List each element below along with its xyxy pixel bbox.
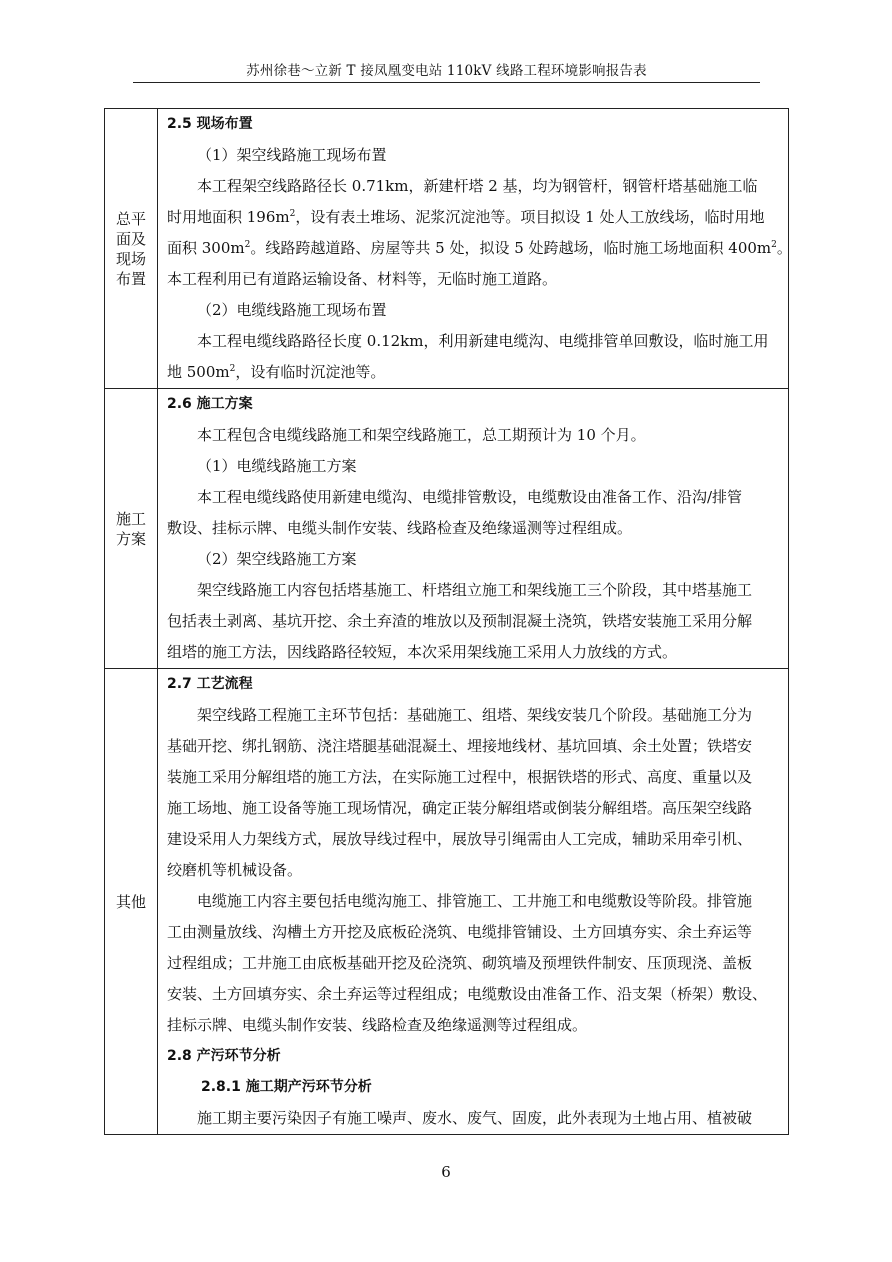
paragraph-line: 本工程电缆线路使用新建电缆沟、电缆排管敷设，电缆敷设由准备工作、沿沟/排管 [197, 488, 743, 506]
text-segment: 时用地面积 196m [167, 208, 290, 226]
section-label [105, 389, 158, 669]
page-number: 6 [441, 1163, 451, 1181]
paragraph-line: 过程组成；工井施工由底板基础开挖及砼浇筑、砌筑墙及预埋铁件制安、压顶现浇、盖板 [167, 954, 753, 972]
section-label-line: 现场 [115, 249, 146, 268]
paragraph-line: 挂标示牌、电缆头制作安装、线路检查及绝缘遥测等过程组成。 [167, 1016, 588, 1034]
paragraph-line: 工由测量放线、沟槽土方开挖及底板砼浇筑、电缆排管铺设、土方回填夯实、余土弃运等 [167, 923, 753, 941]
section-label [105, 109, 158, 389]
section-content [158, 669, 789, 1135]
paragraph-line [167, 202, 782, 233]
paragraph-line: 敷设、挂标示牌、电缆头制作安装、线路检查及绝缘遥测等过程组成。 [167, 519, 633, 537]
subsection-title: （2）电缆线路施工现场布置 [197, 301, 387, 319]
text-segment: ，设有临时沉淀池等。 [235, 363, 386, 381]
superscript: 2 [229, 364, 236, 374]
paragraph-line: 装施工采用分解组塔的施工方法，在实际施工过程中，根据铁塔的形式、高度、重量以及 [167, 768, 753, 786]
report-table [104, 108, 792, 1135]
section-label-line: 方案 [115, 529, 146, 548]
paragraph-line: 本工程包含电缆线路施工和架空线路施工，总工期预计为 10 个月。 [197, 426, 646, 444]
subsection-title: （2）架空线路施工方案 [197, 550, 357, 568]
paragraph-line: 建设采用人力架线方式，展放导线过程中，展放导引绳需由人工完成，辅助采用牵引机、 [167, 830, 753, 848]
section-heading: 2.8 产污环节分析 [167, 1048, 281, 1064]
subsection-title: （1）架空线路施工现场布置 [197, 146, 387, 164]
paragraph-line: 架空线路工程施工主环节包括：基础施工、组塔、架线安装几个阶段。基础施工分为 [197, 706, 753, 724]
text-segment: 面积 300m [167, 239, 245, 257]
section-label-line: 布置 [115, 269, 146, 288]
page-header-title: 苏州徐巷～立新 T 接凤凰变电站 110kV 线路工程环境影响报告表 [246, 63, 647, 79]
section-row [105, 109, 789, 389]
paragraph-line: 施工期主要污染因子有施工噪声、废水、废气、固废，此外表现为土地占用、植被破 [197, 1109, 753, 1127]
section-row [105, 389, 789, 669]
paragraph-line: 组塔的施工方法，因线路路径较短，本次采用架线施工采用人力放线的方式。 [167, 643, 678, 661]
text-segment: 地 500m [167, 363, 230, 381]
paragraph-line: 本工程架空线路路径长 0.71km，新建杆塔 2 基，均为钢管杆，钢管杆塔基础施工临 [197, 177, 758, 195]
section-content [158, 389, 789, 669]
subsection-title: （1）电缆线路施工方案 [197, 457, 357, 475]
section-heading: 2.7 工艺流程 [167, 676, 253, 692]
section-label-line: 施工 [115, 509, 146, 528]
paragraph-line: 本工程电缆线路路径长度 0.12km，利用新建电缆沟、电缆排管单回敷设，临时施工用 [197, 332, 769, 350]
section-label-line: 总平 [115, 209, 146, 228]
paragraph-line: 安装、土方回填夯实、余土弃运等过程组成；电缆敷设由准备工作、沿支架（桥架）敷设、 [167, 985, 768, 1003]
section-label-line: 面及 [115, 229, 146, 248]
section-content [158, 109, 792, 389]
text-segment: 。 [776, 239, 792, 257]
paragraph-line [167, 357, 782, 388]
superscript: 2 [289, 209, 296, 219]
section-heading: 2.5 现场布置 [167, 116, 253, 132]
text-segment: ，设有表土堆场、泥浆沉淀池等。项目拟设 1 处人工放线场，临时用地 [295, 208, 765, 226]
text-segment: 。线路跨越道路、房屋等共 5 处，拟设 5 处跨越场，临时施工场地面积 400m [250, 239, 772, 257]
paragraph-line: 基础开挖、绑扎钢筋、浇注塔腿基础混凝土、埋接地线材、基坑回填、余土处置；铁塔安 [167, 737, 753, 755]
header-rule [133, 82, 760, 83]
paragraph-line: 绞磨机等机械设备。 [167, 861, 303, 879]
superscript: 2 [244, 240, 251, 250]
paragraph-line: 电缆施工内容主要包括电缆沟施工、排管施工、工井施工和电缆敷设等阶段。排管施 [197, 892, 753, 910]
paragraph-line: 施工场地、施工设备等施工现场情况，确定正装分解组塔或倒装分解组塔。高压架空线路 [167, 799, 753, 817]
superscript: 2 [771, 240, 777, 250]
paragraph-line: 架空线路施工内容包括塔基施工、杆塔组立施工和架线施工三个阶段，其中塔基施工 [197, 581, 753, 599]
section-label [105, 669, 158, 1135]
subsection-heading: 2.8.1 施工期产污环节分析 [201, 1079, 372, 1095]
paragraph-line: 包括表土剥离、基坑开挖、余土弃渣的堆放以及预制混凝土浇筑，铁塔安装施工采用分解 [167, 612, 753, 630]
section-row [105, 669, 789, 1135]
section-heading: 2.6 施工方案 [167, 396, 253, 412]
section-label-line: 其他 [115, 892, 146, 911]
paragraph-line [167, 233, 792, 264]
paragraph-line: 本工程利用已有道路运输设备、材料等，无临时施工道路。 [167, 270, 558, 288]
